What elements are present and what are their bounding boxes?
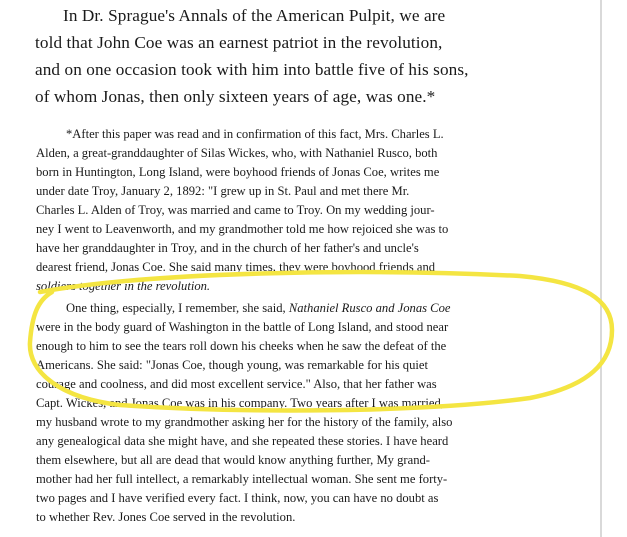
footnote-line-10-italic: Nathaniel Rusco and Jonas Coe bbox=[288, 301, 451, 315]
footnote-line-1: *After this paper was read and in confirmation of this fact, Mrs. Charles L. bbox=[66, 127, 444, 141]
footnote-line-20: two pages and I have verified every fact. I think, now, you can have no doubt as bbox=[36, 491, 439, 505]
footnote-line-21: to whether Rev. Jones Coe served in the revolution. bbox=[36, 510, 296, 524]
footnote-line-15: Capt. Wickes, and Jonas Coe was in his company. Two years after I was married, bbox=[36, 396, 444, 410]
main-line-3: and on one occasion took with him into battle five of his sons, bbox=[35, 60, 469, 79]
footnote-line-12: enough to him to see the tears roll down his cheeks when he saw the defeat of the bbox=[36, 339, 447, 353]
main-line-4: of whom Jonas, then only sixteen years of age, was one.* bbox=[35, 87, 436, 106]
footnote-line-13: Americans. She said: "Jonas Coe, though young, was remarkable for his quiet bbox=[36, 358, 428, 372]
footnote-line-7: have her granddaughter in Troy, and in the church of her father's and uncle's bbox=[36, 241, 419, 255]
main-line-2: told that John Coe was an earnest patriot in the revolution, bbox=[35, 33, 443, 52]
footnote-line-19: mother had her full intellect, a remarkably intellectual woman. She sent me forty- bbox=[36, 472, 448, 486]
footnote-line-10-text: One thing, especially, I remember, she said, bbox=[66, 301, 286, 315]
main-line-1: In Dr. Sprague's Annals of the American Pulpit, we are bbox=[63, 6, 446, 25]
footnote-line-8: dearest friend, Jonas Coe. She said many times, they were boyhood friends and bbox=[36, 260, 436, 274]
page-edge-divider bbox=[600, 0, 602, 537]
footnote-line-5: Charles L. Alden of Troy, was married and came to Troy. On my wedding jour- bbox=[36, 203, 435, 217]
footnote-line-9: soldiers together in the revolution. bbox=[36, 279, 211, 293]
footnote-line-3: born in Huntington, Long Island, were boyhood friends of Jonas Coe, writes me bbox=[36, 165, 440, 179]
footnote-line-17: any genealogical data she might have, and she repeated these stories. I have heard bbox=[36, 434, 449, 448]
footnote-line-6: ney I went to Leavenworth, and my grandmother told me how rejoiced she was to bbox=[36, 222, 449, 236]
footnote-line-4: under date Troy, January 2, 1892: "I grew up in St. Paul and met there Mr. bbox=[36, 184, 410, 198]
footnote-line-11: were in the body guard of Washington in the battle of Long Island, and stood near bbox=[36, 320, 449, 334]
footnote-line-18: them elsewhere, but all are dead that would know anything further, My grand- bbox=[36, 453, 430, 467]
footnote-line-14: courage and coolness, and did most excellent service." Also, that her father was bbox=[36, 377, 437, 391]
footnote-line-16: my husband wrote to my grandmother asking her for the history of the family, also bbox=[36, 415, 453, 429]
footnote-line-10 bbox=[66, 301, 450, 316]
footnote-line-2: Alden, a great-granddaughter of Silas Wickes, who, with Nathaniel Rusco, both bbox=[36, 146, 438, 160]
